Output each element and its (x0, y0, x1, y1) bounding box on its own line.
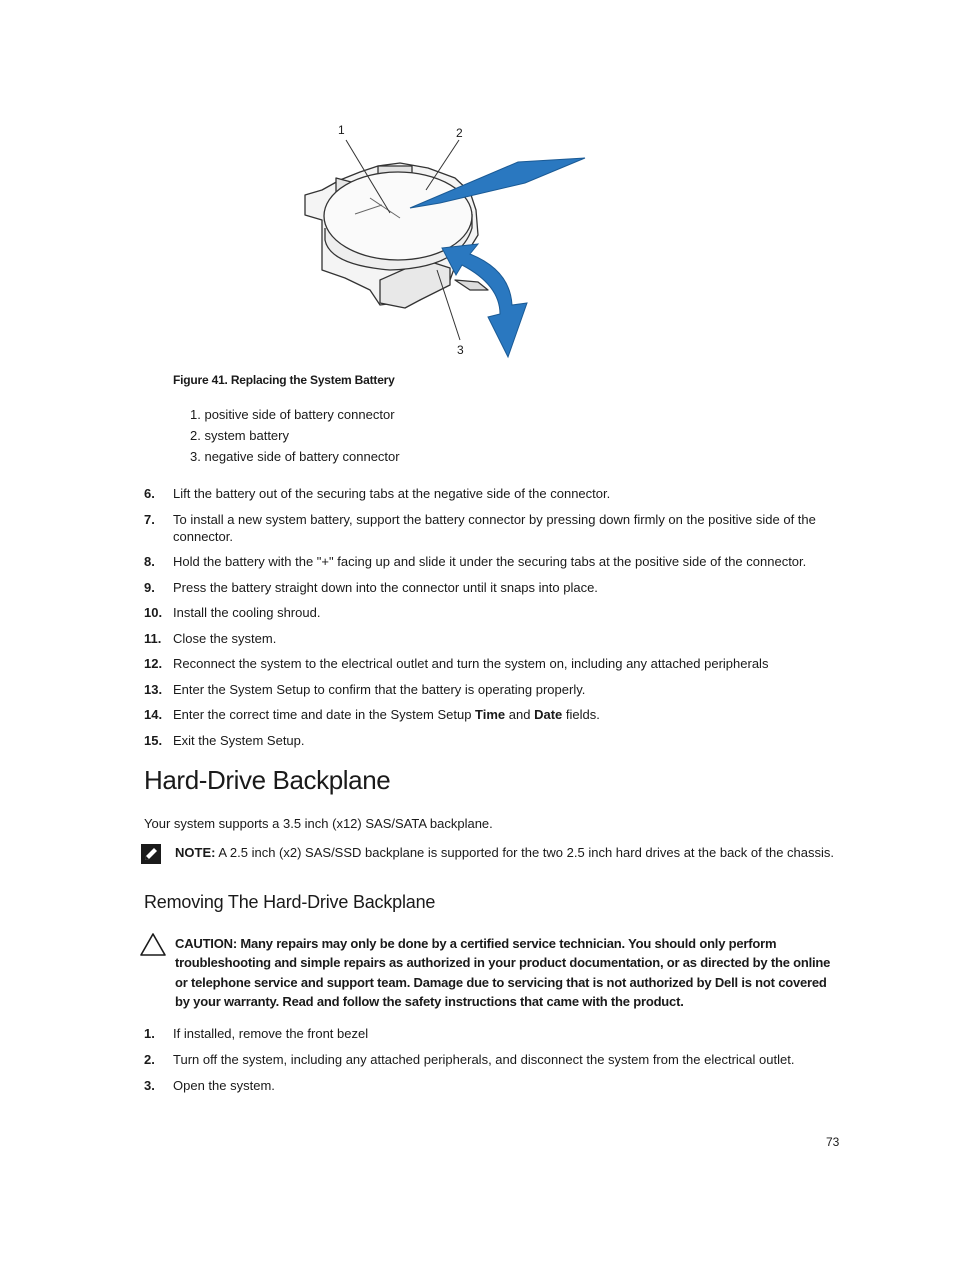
step-item (144, 511, 834, 545)
step-number: 10. (144, 605, 163, 620)
battery-illustration (300, 116, 600, 366)
callout-2: 2 (456, 126, 463, 140)
step-text: Enter the System Setup to confirm that the battery is operating properly. (173, 681, 586, 697)
step-item (144, 1025, 834, 1042)
caution-triangle-icon (139, 932, 167, 957)
ui-term-time: Time (475, 707, 506, 722)
subsection-heading: Removing The Hard-Drive Backplane (144, 892, 436, 912)
callout-3: 3 (457, 343, 464, 357)
figure-caption: Figure 41. Replacing the System Battery (173, 373, 395, 387)
step-text: Close the system. (173, 630, 277, 646)
step-number: 6. (144, 486, 155, 501)
step-item (144, 604, 834, 621)
step-item (144, 630, 834, 647)
step-text: Enter the correct time and date in the System Setup Time and Date fields. (173, 707, 600, 722)
step-number: 9. (144, 579, 155, 595)
step-number: 11. (144, 630, 162, 646)
section-heading: Hard-Drive Backplane (144, 765, 391, 795)
procedure-steps-remove-backplane (144, 1025, 834, 1103)
callout-1: 1 (338, 123, 345, 137)
step-text: Hold the battery with the "+" facing up and slide it under the securing tabs at the positive side of the connector. (173, 554, 807, 569)
step-item (144, 1051, 834, 1068)
step-number: 15. (144, 732, 163, 748)
rotate-arrow-icon (442, 244, 527, 357)
step-text: Lift the battery out of the securing tabs at the negative side of the connector. (173, 486, 611, 501)
step-item (144, 706, 834, 723)
step-number: 12. (144, 656, 163, 671)
legend-item: 1. positive side of battery connector (190, 407, 395, 422)
step-item (144, 579, 834, 596)
page-number: 73 (826, 1135, 840, 1149)
step-number: 1. (144, 1026, 155, 1041)
step-text: To install a new system battery, support the battery connector by pressing down firmly on the positive side of the connector. (173, 511, 816, 544)
step-number: 8. (144, 554, 155, 569)
step-item (144, 732, 834, 749)
note-label: NOTE: (175, 845, 216, 860)
step-item (144, 1077, 834, 1094)
step-number: 2. (144, 1052, 155, 1067)
step-item (144, 681, 834, 698)
step-text: Exit the System Setup. (173, 732, 305, 748)
ui-term-date: Date (534, 707, 563, 722)
legend-item: 2. system battery (190, 428, 289, 443)
step-number: 13. (144, 681, 163, 697)
step-item (144, 553, 834, 570)
step-text: Open the system. (173, 1078, 275, 1093)
step-text: Install the cooling shroud. (173, 605, 321, 620)
figure-legend (190, 404, 400, 467)
step-text: If installed, remove the front bezel (173, 1026, 369, 1041)
step-number: 7. (144, 511, 155, 527)
legend-item: 3. negative side of battery connector (190, 449, 400, 464)
intro-paragraph: Your system supports a 3.5 inch (x12) SAS/SATA backplane. (144, 816, 493, 831)
step-item (144, 485, 834, 502)
note-text: NOTE: A 2.5 inch (x2) SAS/SSD backplane is supported for the two 2.5 inch hard drives at the back of the chassis. (175, 845, 835, 860)
procedure-steps-replace-battery (144, 485, 834, 757)
step-text: Reconnect the system to the electrical outlet and turn the system on, including any attached peripherals (173, 656, 769, 671)
step-item (144, 655, 834, 672)
step-text: Turn off the system, including any attached peripherals, and disconnect the system from the electrical outlet. (173, 1052, 795, 1067)
note-pencil-icon (141, 844, 161, 864)
step-number: 14. (144, 707, 163, 722)
step-text: Press the battery straight down into the connector until it snaps into place. (173, 579, 598, 595)
caution-text: CAUTION: Many repairs may only be done by a certified service technician. You should only perform troubleshooting and simple repairs as authorized in your product documentation, or as directed by the online or telephone service and support team. Damage due to servicing that is not authorized by Dell is not covered by your warranty. Read and follow the safety instructions that came with the product. (175, 936, 831, 1009)
step-number: 3. (144, 1078, 155, 1093)
